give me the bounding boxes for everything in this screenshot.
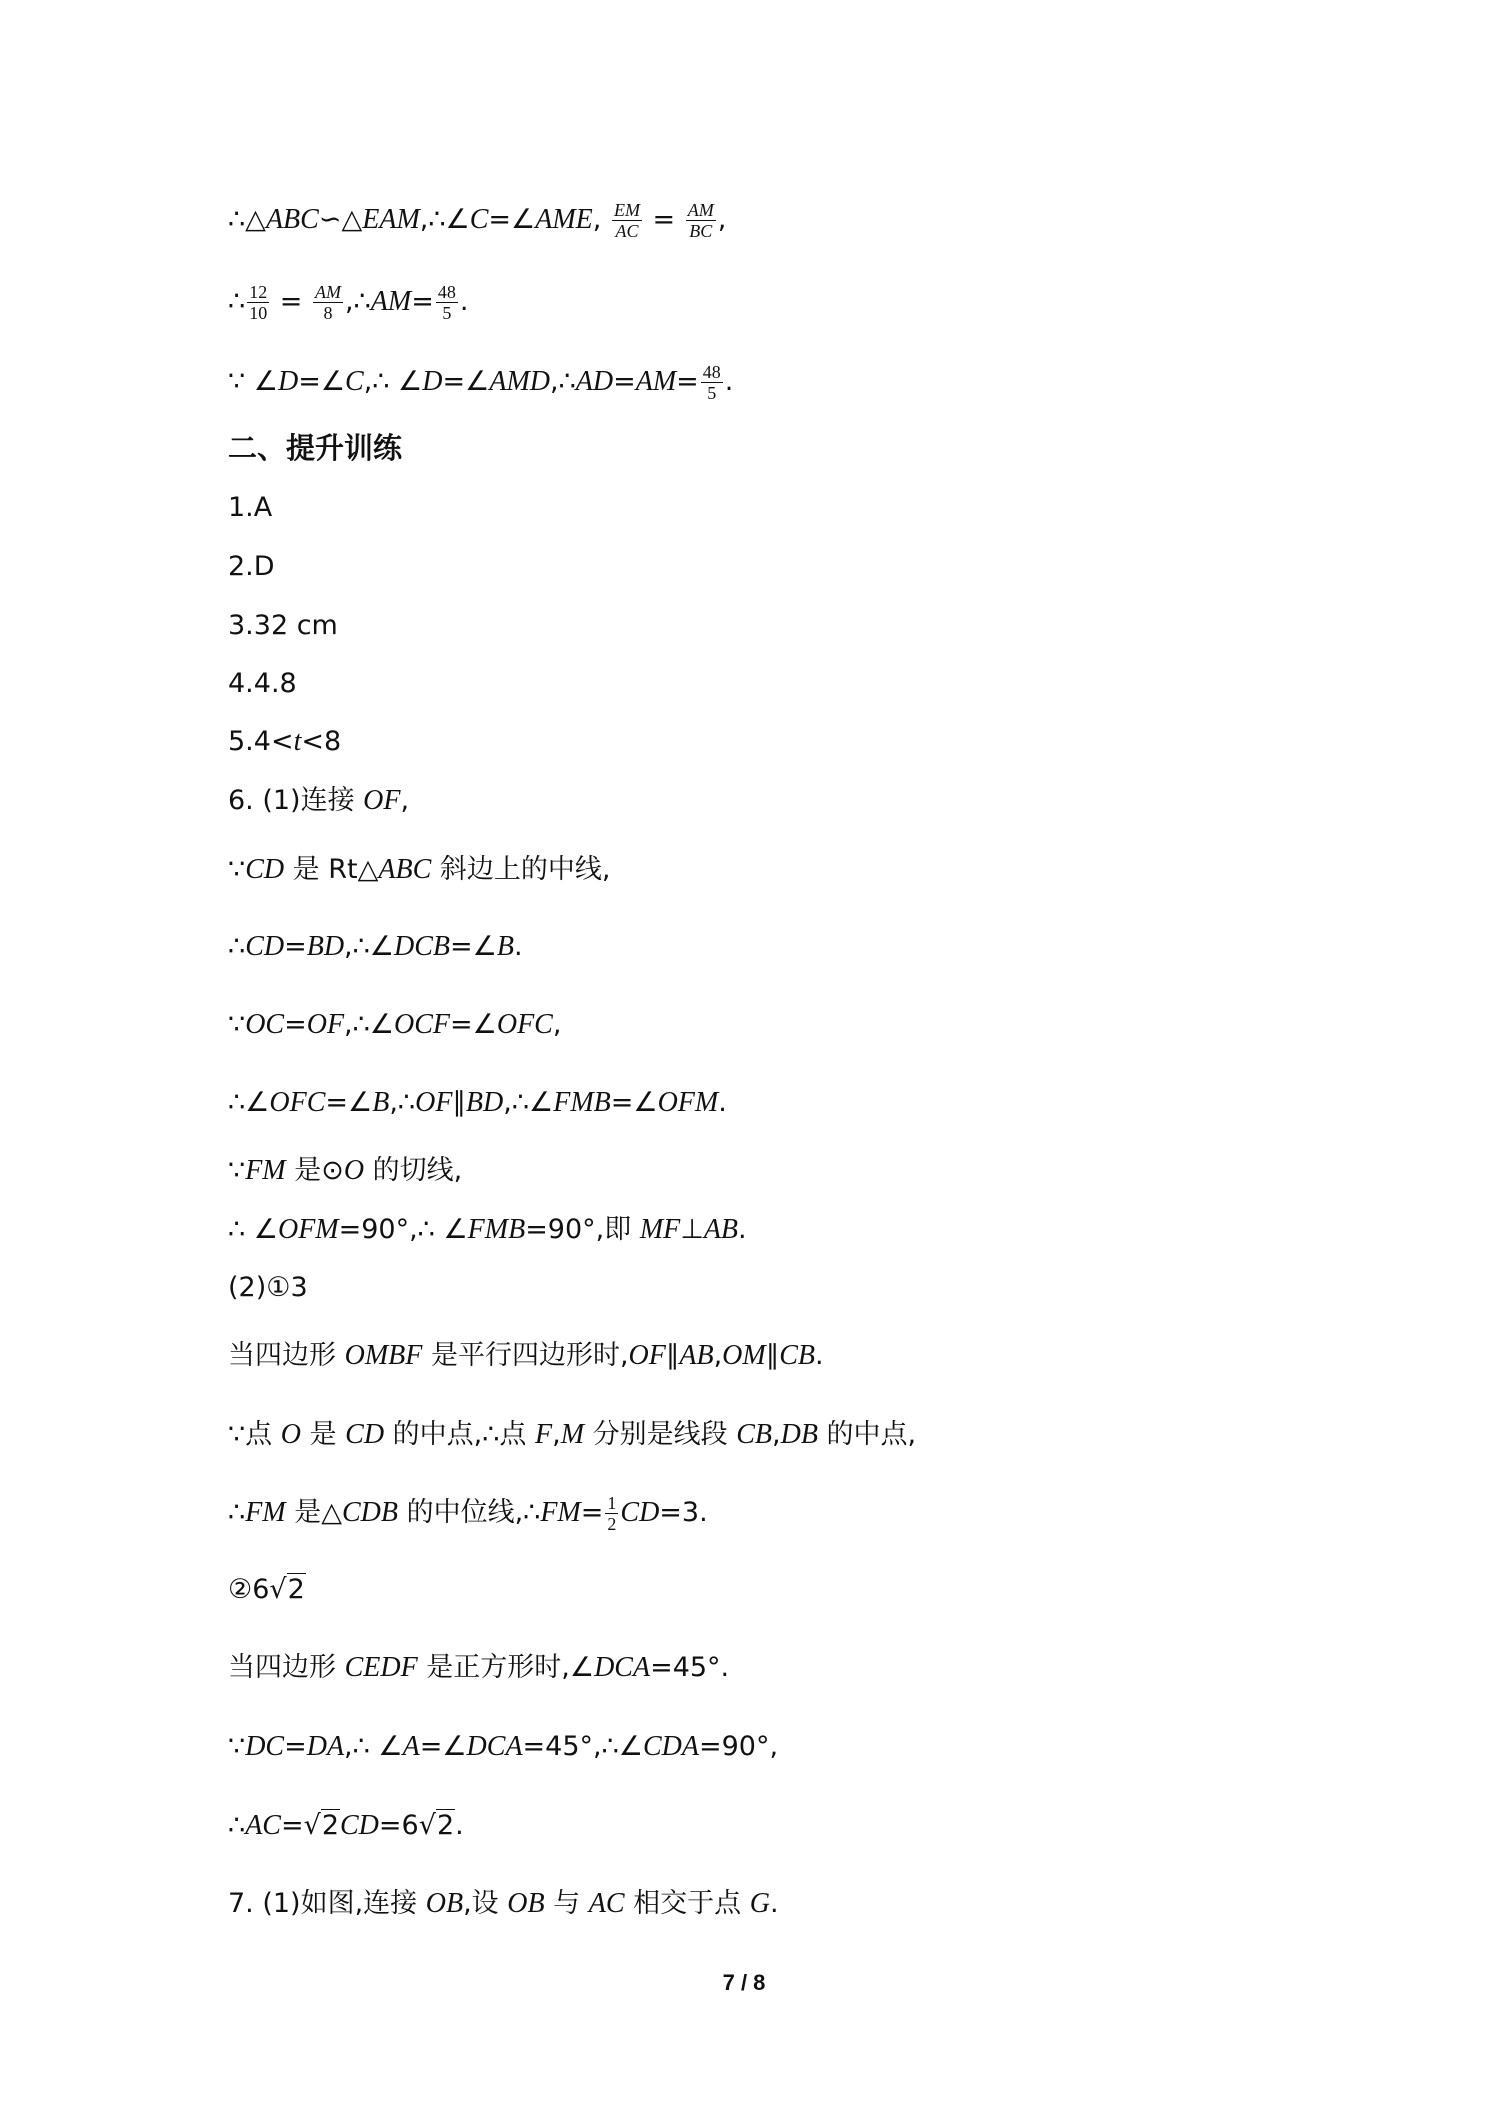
proof-line-am-value: ∴ $\frac{12}{10}$ = $\frac{AM}{8}$ ,∴AM= $\frac{48}{5}$ . — [228, 282, 469, 323]
proof-line: ∴ ∠OFM=90°,∴ ∠FMB=90°,即 MF⊥AB. — [228, 1214, 747, 1245]
fraction-am-8: $\frac{AM}{8}$ — [314, 282, 341, 323]
answer-7-intro: 7. (1)如图,连接 OB,设 OB 与 AC 相交于点 G. — [228, 1888, 779, 1919]
fraction-em-ac: $\frac{EM}{AC}$ — [613, 200, 640, 241]
answer-6-part-2-sub-2: ②6√2 — [228, 1572, 306, 1608]
proof-line: ∵OC=OF,∴∠OCF=∠OFC, — [228, 1009, 562, 1040]
fraction-48-5: $\frac{48}{5}$ — [437, 282, 456, 323]
proof-line: ∴FM 是△CDB 的中位线,∴FM= $\frac{1}{2}$ CD=3. — [228, 1493, 708, 1534]
proof-line: 当四边形 OMBF 是平行四边形时,OF∥AB,OM∥CB. — [228, 1340, 824, 1371]
answer-3: 3.32 cm — [228, 610, 338, 641]
proof-line: ∵CD 是 Rt△ABC 斜边上的中线, — [228, 854, 611, 885]
section-heading: 二、提升训练 — [228, 431, 403, 465]
proof-line: ∴AC=√2CD=6√2. — [228, 1808, 464, 1844]
answer-2: 2.D — [228, 551, 275, 582]
proof-line: ∴CD=BD,∴∠DCB=∠B. — [228, 931, 523, 962]
answer-1: 1.A — [228, 492, 273, 523]
answer-6-part-2: (2)①3 — [228, 1272, 308, 1303]
fraction-12-10: $\frac{12}{10}$ — [249, 282, 268, 323]
proof-line: ∵FM 是⊙O 的切线, — [228, 1155, 463, 1186]
sqrt-2: √2 — [418, 1810, 455, 1841]
page-number: 7 / 8 — [722, 1970, 766, 1995]
proof-line: ∵点 O 是 CD 的中点,∴点 F,M 分别是线段 CB,DB 的中点, — [228, 1419, 917, 1450]
answer-5: 5.4<t<8 — [228, 726, 342, 757]
fraction-am-bc: $\frac{AM}{BC}$ — [687, 200, 714, 241]
proof-line-similar-triangles: ∴△ABC∽△EAM,∴∠C=∠AME, $\frac{EM}{AC}$ = $\frac{AM}{BC}$ , — [228, 200, 727, 241]
answer-4: 4.4.8 — [228, 668, 297, 699]
sqrt-2: √2 — [269, 1574, 305, 1605]
sqrt-2: √2 — [303, 1810, 339, 1841]
answer-6-intro: 6. (1)连接 OF, — [228, 785, 410, 816]
proof-line: ∵DC=DA,∴ ∠A=∠DCA=45°,∴∠CDA=90°, — [228, 1731, 779, 1762]
proof-line-ad-value: ∵ ∠D=∠C,∴ ∠D=∠AMD,∴AD=AM= $\frac{48}{5}$ . — [228, 362, 734, 403]
proof-line: 当四边形 CEDF 是正方形时,∠DCA=45°. — [228, 1652, 730, 1683]
fraction-1-2: $\frac{1}{2}$ — [607, 1493, 617, 1534]
proof-line: ∴∠OFC=∠B,∴OF∥BD,∴∠FMB=∠OFM. — [228, 1087, 727, 1118]
fraction-48-5: $\frac{48}{5}$ — [702, 362, 721, 403]
